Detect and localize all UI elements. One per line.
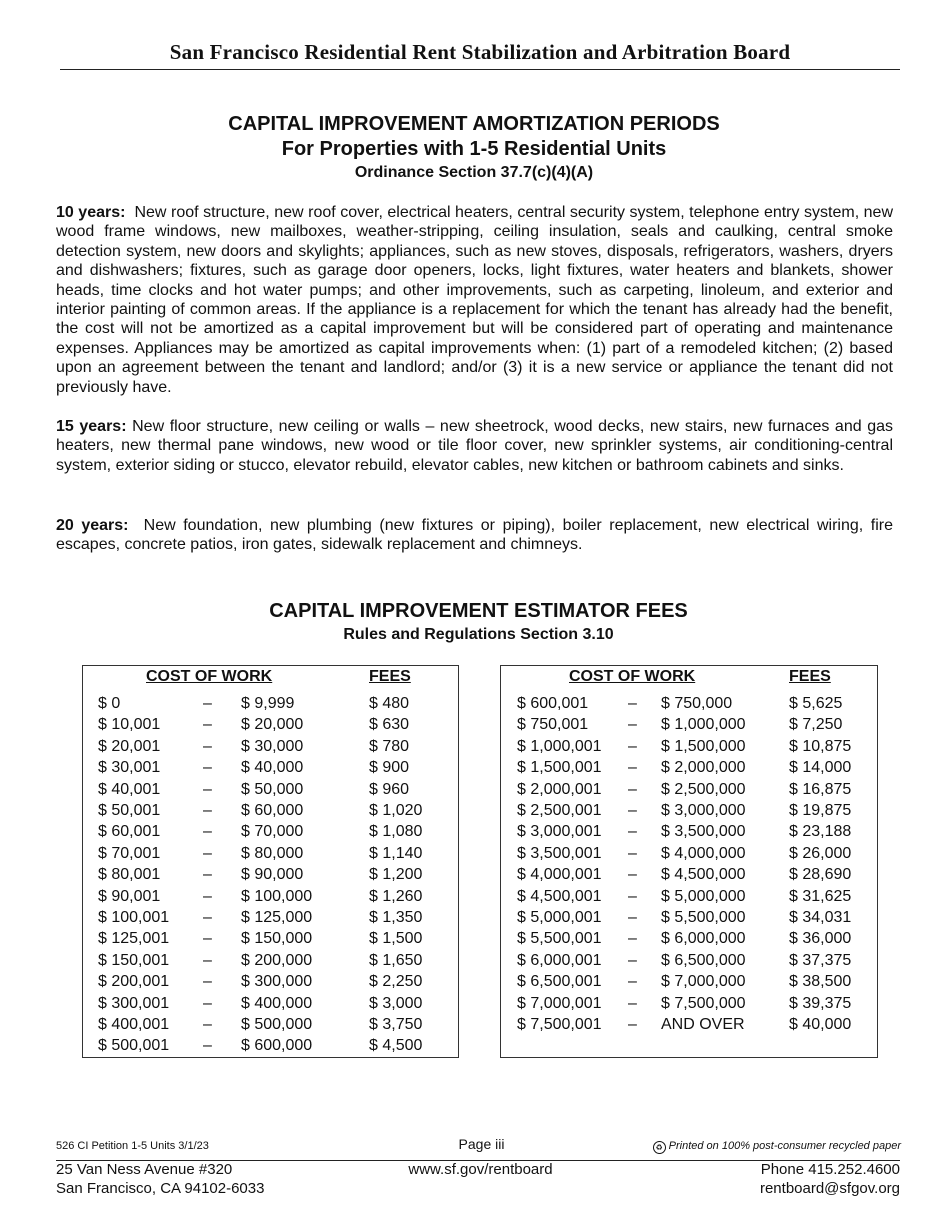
cost-to: $ 4,500,000 (661, 866, 746, 884)
cost-to: $ 750,000 (661, 695, 733, 712)
fee-table-row (501, 950, 877, 971)
cost-from: $ 10,001 (98, 716, 161, 734)
range-dash: – (628, 866, 637, 884)
cost-from: $ 4,500,001 (517, 887, 602, 905)
cost-to: $ 3,000,000 (661, 802, 746, 819)
cost-from: $ 1,000,001 (517, 737, 602, 755)
period-text: New roof structure, new roof cover, electrical heaters, central security system, telephone entry system, new wood frame windows, new mailboxes, weather-stripping, ceiling insulation, seals and caulking, central smoke detection system, new doors and skylights; appliances, such as new stoves, disposals, refrigerators, washers, dryers and dishwashers; fixtures, such as garage door openers, locks, light fixtures, water heaters and blankets, shower heads, time clocks and hot water pumps; and other improvements, such as carpeting, linoleum, and exterior and interior painting of common areas. If the appliance is a replacement for which the tenant has already had the benefit, the cost will not be amortized as a capital improvement but will be considered part of operating and maintenance expenses. Appliances may be amortized as capital improvements when: (1) part of a remodeled kitchen; (2) based upon an agreement between the tenant and landlord; and/or (3) it is a new service or appliance the tenant did not previously have. (56, 204, 893, 396)
cost-to: $ 20,000 (241, 716, 304, 734)
cost-from: $ 3,500,001 (517, 844, 602, 862)
fee-amount: $ 1,500 (369, 930, 423, 948)
cost-to: $ 400,000 (241, 994, 313, 1012)
cost-from: $ 80,001 (98, 866, 161, 884)
fee-table-row (501, 821, 877, 842)
fee-amount: $ 40,000 (789, 1016, 852, 1033)
cost-to: $ 5,500,000 (661, 909, 746, 926)
cost-from: $ 70,001 (98, 844, 161, 862)
cost-to: $ 9,999 (241, 695, 295, 712)
period-text: New foundation, new plumbing (new fixtures or piping), boiler replacement, new electrical wiring, fire escapes, concrete patios, iron gates, sidewalk replacement and chimneys. (56, 517, 894, 554)
period-15-years (56, 417, 893, 475)
fee-amount: $ 1,260 (369, 887, 423, 905)
board-header-title: San Francisco Residential Rent Stabilization and Arbitration Board (169, 40, 791, 64)
fee-amount: $ 26,000 (789, 844, 852, 862)
document-title: CAPITAL IMPROVEMENT AMORTIZATION PERIODS (228, 113, 720, 135)
range-dash: – (628, 716, 637, 734)
cost-from: $ 4,000,001 (517, 866, 602, 884)
cost-to: $ 6,000,000 (661, 930, 746, 948)
range-dash: – (628, 1016, 637, 1033)
fee-table-row (83, 1014, 458, 1035)
cost-from: $ 5,000,001 (517, 909, 602, 926)
cost-to: AND OVER (661, 1016, 745, 1033)
fee-table-row (501, 779, 877, 800)
range-dash: – (628, 994, 637, 1012)
fee-amount: $ 1,350 (369, 909, 423, 926)
cost-to: $ 1,000,000 (661, 716, 746, 734)
fees-subtitle: Rules and Regulations Section 3.10 (343, 626, 614, 643)
fee-table-row (83, 1035, 458, 1056)
fee-table-row (83, 864, 458, 885)
fee-table-row (83, 907, 458, 928)
fee-table-row (501, 714, 877, 735)
fee-amount: $ 480 (369, 695, 410, 712)
cost-to: $ 4,000,000 (661, 844, 746, 862)
cost-to: $ 200,000 (241, 951, 313, 969)
document-subtitle: For Properties with 1-5 Residential Units (281, 138, 667, 160)
range-dash: – (203, 973, 212, 991)
cost-from: $ 300,001 (98, 994, 170, 1012)
period-20-years (56, 516, 893, 555)
range-dash: – (628, 802, 637, 819)
cost-from: $ 7,500,001 (517, 1016, 602, 1033)
range-dash: – (628, 973, 637, 991)
cost-to: $ 600,000 (241, 1037, 313, 1055)
cost-from: $ 7,000,001 (517, 994, 602, 1012)
fee-table-row (501, 971, 877, 992)
range-dash: – (628, 930, 637, 948)
ordinance-reference: Ordinance Section 37.7(c)(4)(A) (354, 164, 594, 181)
range-dash: – (628, 737, 637, 755)
document-titles (0, 112, 948, 184)
fee-amount: $ 1,020 (369, 802, 423, 819)
fee-amount: $ 630 (369, 716, 410, 734)
fee-table-row (501, 800, 877, 821)
cost-from: $ 2,000,001 (517, 780, 602, 798)
range-dash: – (628, 823, 637, 841)
fee-table-row (501, 864, 877, 885)
range-dash: – (628, 909, 637, 926)
range-dash: – (203, 695, 212, 712)
website-link[interactable]: www.sf.gov/rentboard (408, 1161, 553, 1178)
cost-to: $ 100,000 (241, 887, 313, 905)
cost-to: $ 80,000 (241, 844, 304, 862)
fee-table-row (83, 993, 458, 1014)
recycled-note (653, 1140, 901, 1154)
fee-amount: $ 1,140 (369, 844, 423, 862)
fee-amount: $ 4,500 (369, 1037, 423, 1055)
cost-to: $ 50,000 (241, 780, 304, 798)
fee-amount: $ 1,650 (369, 951, 423, 969)
range-dash: – (203, 930, 212, 948)
header-divider (60, 69, 900, 70)
cost-from: $ 60,001 (98, 823, 161, 841)
range-dash: – (203, 802, 212, 819)
range-dash: – (203, 844, 212, 862)
range-dash: – (203, 1016, 212, 1033)
cost-from: $ 20,001 (98, 737, 161, 755)
fee-table-row (83, 843, 458, 864)
cost-from: $ 3,000,001 (517, 823, 602, 841)
cost-from: $ 150,001 (98, 951, 170, 969)
period-label: 20 years: (56, 517, 129, 534)
fee-amount: $ 960 (369, 780, 410, 798)
cost-from: $ 400,001 (98, 1016, 170, 1033)
fee-amount: $ 38,500 (789, 973, 852, 991)
cost-from: $ 90,001 (98, 887, 161, 905)
cost-of-work-header: COST OF WORK (569, 668, 696, 685)
fee-amount: $ 23,188 (789, 823, 852, 841)
fee-amount: $ 14,000 (789, 759, 852, 777)
recycled-note-text: Printed on 100% post-consumer recycled paper (668, 1140, 901, 1152)
address-line-2: San Francisco, CA 94102-6033 (56, 1180, 265, 1197)
cost-from: $ 50,001 (98, 802, 161, 819)
cost-from: $ 6,000,001 (517, 951, 602, 969)
cost-from: $ 750,001 (517, 716, 589, 734)
cost-from: $ 100,001 (98, 909, 170, 926)
range-dash: – (203, 823, 212, 841)
range-dash: – (628, 844, 637, 862)
fee-amount: $ 900 (369, 759, 410, 777)
fee-amount: $ 19,875 (789, 802, 852, 819)
cost-from: $ 500,001 (98, 1037, 170, 1055)
fee-amount: $ 780 (369, 737, 410, 755)
fee-amount: $ 7,250 (789, 716, 843, 734)
fee-table-row (501, 907, 877, 928)
fee-table-row (83, 971, 458, 992)
fee-table-row (83, 714, 458, 735)
fee-amount: $ 28,690 (789, 866, 852, 884)
recycle-icon: ♻ (653, 1141, 666, 1154)
fee-amount: $ 36,000 (789, 930, 852, 948)
cost-of-work-header: COST OF WORK (146, 668, 273, 685)
fees-header: FEES (789, 668, 831, 685)
fee-amount: $ 5,625 (789, 695, 843, 712)
fee-amount: $ 34,031 (789, 909, 852, 926)
range-dash: – (203, 1037, 212, 1055)
cost-to: $ 300,000 (241, 973, 313, 991)
fees-section-heading (0, 598, 950, 646)
fee-table-row (83, 928, 458, 949)
cost-to: $ 1,500,000 (661, 737, 746, 755)
period-10-years (56, 203, 893, 397)
fee-table-row (501, 757, 877, 778)
cost-to: $ 90,000 (241, 866, 304, 884)
cost-to: $ 150,000 (241, 930, 313, 948)
range-dash: – (628, 887, 637, 905)
range-dash: – (203, 887, 212, 905)
fee-table-row (501, 993, 877, 1014)
cost-to: $ 500,000 (241, 1016, 313, 1033)
cost-from: $ 600,001 (517, 695, 589, 712)
range-dash: – (628, 951, 637, 969)
fee-table-row (83, 693, 458, 714)
fee-table-row (501, 886, 877, 907)
fee-table-row (501, 693, 877, 714)
cost-to: $ 125,000 (241, 909, 313, 926)
cost-from: $ 2,500,001 (517, 802, 602, 819)
cost-from: $ 6,500,001 (517, 973, 602, 991)
cost-to: $ 70,000 (241, 823, 304, 841)
form-identifier: 526 CI Petition 1-5 Units 3/1/23 (56, 1140, 209, 1152)
cost-to: $ 7,500,000 (661, 994, 746, 1012)
phone-number: Phone 415.252.4600 (760, 1161, 900, 1178)
cost-to: $ 3,500,000 (661, 823, 746, 841)
period-label: 15 years: (56, 418, 127, 435)
email-link[interactable]: rentboard@sfgov.org (759, 1180, 900, 1197)
range-dash: – (203, 780, 212, 798)
fee-table-row (83, 757, 458, 778)
cost-from: $ 125,001 (98, 930, 170, 948)
fee-amount: $ 1,080 (369, 823, 423, 841)
fees-header: FEES (369, 668, 411, 685)
address-line-1: 25 Van Ness Avenue #320 (56, 1161, 233, 1178)
cost-from: $ 40,001 (98, 780, 161, 798)
fee-table-row (83, 779, 458, 800)
fee-table-row (83, 950, 458, 971)
range-dash: – (628, 695, 637, 712)
cost-from: $ 1,500,001 (517, 759, 602, 777)
cost-from: $ 0 (98, 695, 121, 712)
cost-to: $ 7,000,000 (661, 973, 746, 991)
fee-table-left (82, 665, 459, 1058)
fee-amount: $ 10,875 (789, 737, 852, 755)
cost-from: $ 30,001 (98, 759, 161, 777)
fee-amount: $ 3,750 (369, 1016, 423, 1033)
range-dash: – (203, 909, 212, 926)
fee-table-right (500, 665, 878, 1058)
cost-to: $ 2,000,000 (661, 759, 746, 777)
range-dash: – (203, 994, 212, 1012)
cost-to: $ 60,000 (241, 802, 304, 819)
fee-table-row (83, 800, 458, 821)
fee-table-row (83, 821, 458, 842)
fee-amount: $ 1,200 (369, 866, 423, 884)
fee-table-row (501, 1014, 877, 1035)
fees-title: CAPITAL IMPROVEMENT ESTIMATOR FEES (269, 600, 688, 622)
range-dash: – (203, 866, 212, 884)
range-dash: – (203, 759, 212, 777)
range-dash: – (203, 737, 212, 755)
period-label: 10 years: (56, 204, 126, 221)
fee-amount: $ 31,625 (789, 887, 852, 905)
cost-to: $ 2,500,000 (661, 780, 746, 798)
range-dash: – (203, 716, 212, 734)
fee-amount: $ 39,375 (789, 994, 852, 1012)
period-text: New floor structure, new ceiling or walls – new sheetrock, wood decks, new stairs, new furnaces and gas heaters, new thermal pane windows, new wood or tile floor cover, new sprinkler systems, air conditioning-central system, exterior siding or stucco, elevator rebuild, elevator cables, new kitchen or bathroom cabinets and sinks. (56, 418, 893, 474)
fee-table-row (501, 928, 877, 949)
fee-table-row (501, 736, 877, 757)
cost-from: $ 200,001 (98, 973, 170, 991)
fee-amount: $ 3,000 (369, 994, 423, 1012)
fee-table-row (501, 843, 877, 864)
range-dash: – (628, 780, 637, 798)
cost-to: $ 6,500,000 (661, 951, 746, 969)
page-number: Page iii (458, 1136, 505, 1152)
fee-table-row (83, 886, 458, 907)
range-dash: – (628, 759, 637, 777)
cost-from: $ 5,500,001 (517, 930, 602, 948)
cost-to: $ 40,000 (241, 759, 304, 777)
cost-to: $ 5,000,000 (661, 887, 746, 905)
fee-amount: $ 37,375 (789, 951, 852, 969)
fee-table-row (83, 736, 458, 757)
fee-amount: $ 2,250 (369, 973, 423, 991)
cost-to: $ 30,000 (241, 737, 304, 755)
range-dash: – (203, 951, 212, 969)
fee-amount: $ 16,875 (789, 780, 852, 798)
